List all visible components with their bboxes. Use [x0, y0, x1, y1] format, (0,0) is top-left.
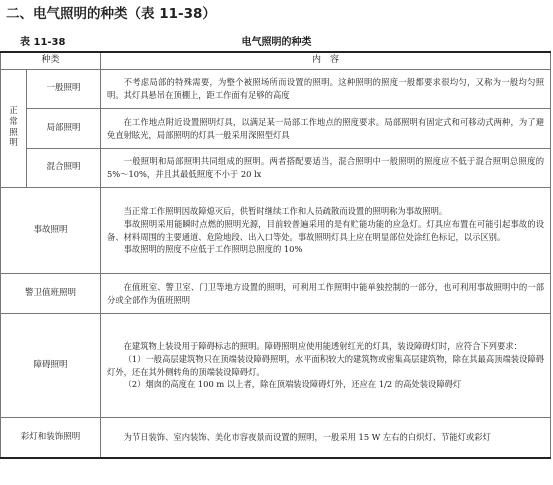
table-number: 表 11-38 [20, 37, 66, 48]
row-content [101, 314, 551, 418]
row-content [101, 70, 551, 109]
table-row [1, 70, 551, 109]
row-name: 障碍照明 [1, 314, 101, 418]
row-content [101, 274, 551, 314]
row-name: 警卫值班照明 [1, 274, 101, 314]
row-content [101, 188, 551, 274]
table-row [1, 314, 551, 418]
group-normal-lighting [1, 70, 27, 188]
row-content [101, 418, 551, 458]
content-line: 不考虑局部的特殊需要，为整个被照场所而设置的照明。这种照明的照度一般都要求很均匀，又称为一般均匀照明。其灯具悬吊在顶棚上，距工作面有足够的高度 [107, 77, 544, 100]
row-name: 混合照明 [27, 149, 101, 188]
row-name: 局部照明 [27, 109, 101, 149]
table-row [1, 274, 551, 314]
row-name: 一般照明 [27, 70, 101, 109]
content-line: 为节日装饰、室内装饰、美化市容夜景而设置的照明，一般采用 15 W 左右的白炽灯、节能灯或彩灯 [123, 431, 491, 442]
content-line: （2）烟囱的高度在 100 m 以上者，除在顶端装设障碍灯外，还应在 1/2 的高处装设障碍灯 [123, 379, 462, 390]
content-line: 在建筑物上装设用于障碍标志的照明。障碍照明应使用能透射红光的灯具，装设障碍灯时，应符合下列要求： [123, 340, 522, 351]
row-name: 事故照明 [1, 188, 101, 274]
content-line: 在工作地点附近设置照明灯具，以满足某一局部工作地点的照度要求。局部照明有固定式和可移动式两种，为了避免直射眩光，局部照明的灯具一般采用深照型灯具 [107, 116, 544, 140]
row-content [101, 149, 551, 188]
content-line: 当正常工作照明因故障熄灭后，供暂时继续工作和人员疏散而设置的照明称为事故照明。 [123, 205, 448, 216]
table-title: 电气照明的种类 [241, 37, 312, 48]
content-line: 事故照明采用能瞬时点燃的照明光源，目前较普遍采用的是有贮能功能的应急灯。灯具应布置在可能引起事故的设备、材料周围的主要通道、危险地段、出入口等处。事故照明灯具上应在明显部位处涂红色标记，以示区别。 [107, 218, 544, 242]
table-row [1, 149, 551, 188]
row-content [101, 109, 551, 149]
section-heading: 二、电气照明的种类（表 11-38） [6, 6, 216, 22]
content-line: （1）一般高层建筑物只在顶端装设障碍照明，水平面积较大的建筑物或密集高层建筑物，除在其最高顶端装设障碍灯外，还在其外侧转角的顶端装设障碍灯。 [107, 353, 544, 377]
table-row [1, 109, 551, 149]
row-name: 彩灯和装饰照明 [1, 418, 101, 458]
lighting-types-table [0, 51, 551, 459]
table-row [1, 418, 551, 458]
content-line: 在值班室、警卫室、门卫等地方设置的照明，可利用工作照明中能单独控制的一部分，也可利用事故照明中的一部分或全部作为值班照明 [107, 281, 544, 305]
table-row [1, 188, 551, 274]
header-type: 种类 [1, 52, 101, 70]
content-line: 一般照明和局部照明共同组成的照明。两者搭配要适当，混合照明中一般照明的照度应不低于混合照明总照度的 5%～10%，并且其最低照度不小于 20 lx [107, 156, 544, 179]
header-content: 内 容 [101, 52, 551, 70]
content-line: 事故照明的照度不应低于工作照明总照度的 10% [123, 244, 303, 255]
group-label: 正常照明 [9, 106, 18, 149]
table-header-row [1, 52, 551, 70]
